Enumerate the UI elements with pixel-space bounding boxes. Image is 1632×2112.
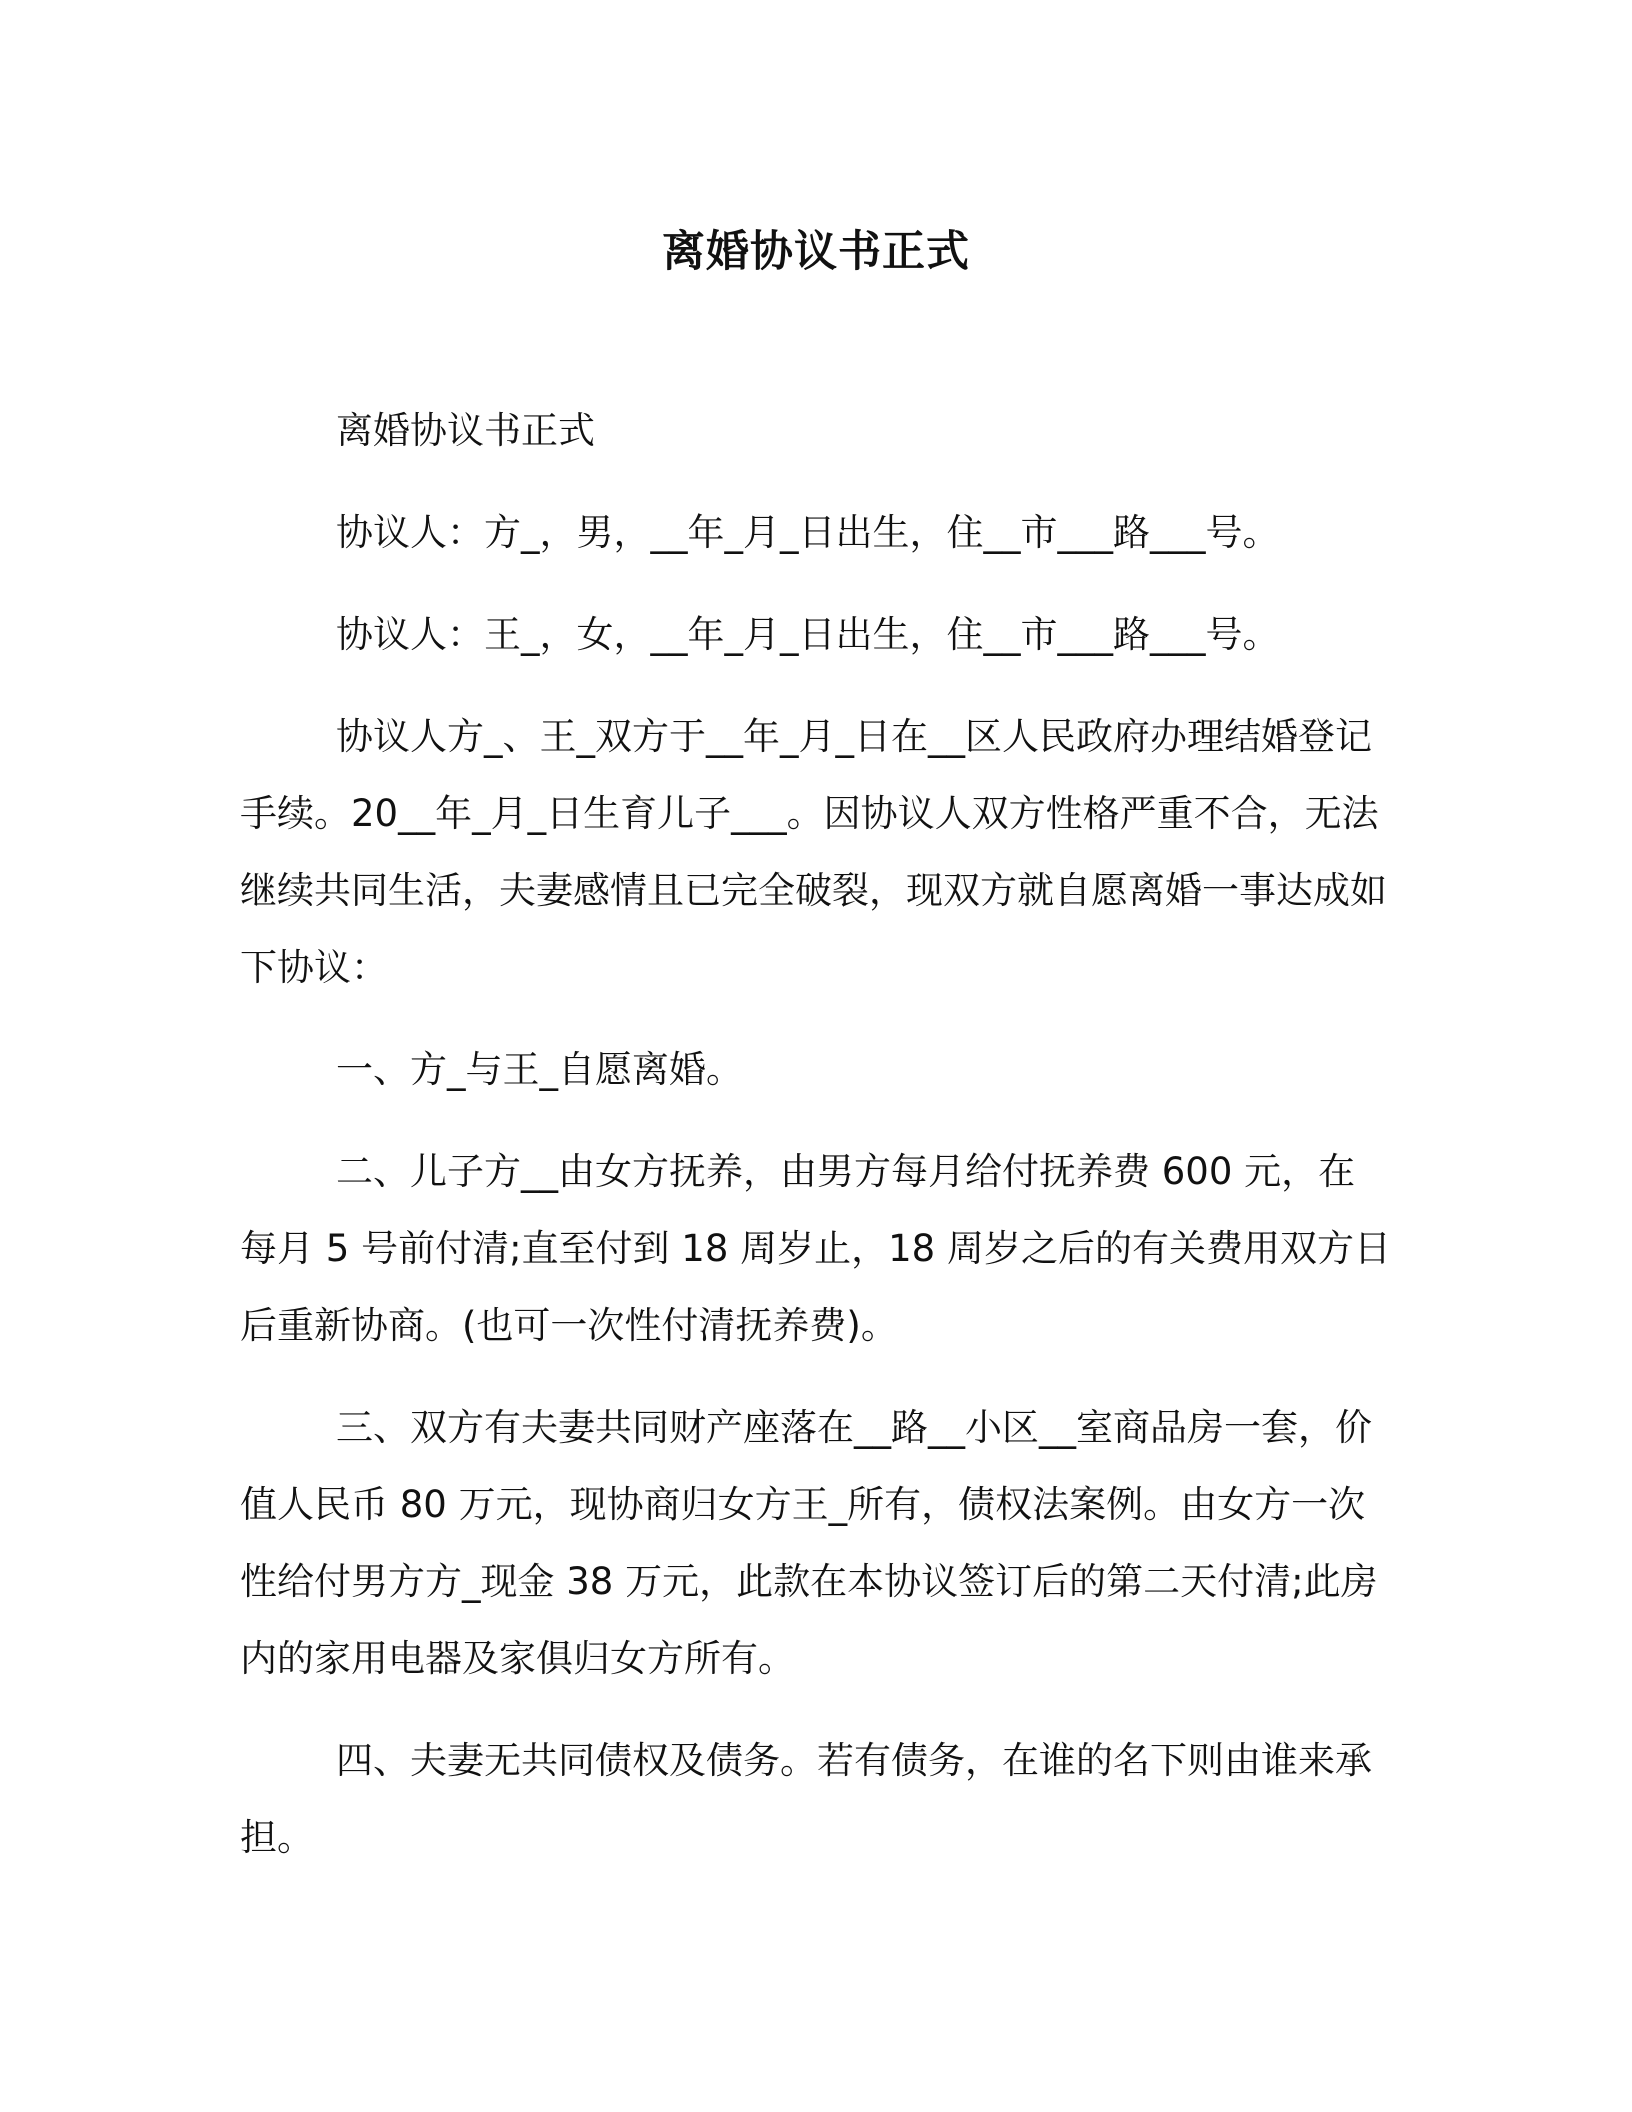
document-title: 离婚协议书正式 (662, 227, 970, 277)
document-body (240, 392, 1392, 1901)
clause-1-paragraph: 一、方_与王_自愿离婚。 (336, 1048, 743, 1091)
clause-4-paragraph: 四、夫妻无共同债权及债务。若有债务，在谁的名下则由谁来承担。 (240, 1739, 1372, 1859)
clause-2-paragraph: 二、儿子方__由女方抚养，由男方每月给付抚养费 600 元，在每月 5 号前付清;直至付到 18 周岁止，18 周岁之后的有关费用双方日后重新协商。(也可一次性付清抚养费)。 (240, 1150, 1391, 1347)
subtitle-paragraph: 离婚协议书正式 (336, 409, 595, 452)
party-b-paragraph: 协议人：王_，女，__年_月_日出生，住__市___路___号。 (336, 613, 1280, 656)
party-a-paragraph: 协议人：方_，男，__年_月_日出生，住__市___路___号。 (336, 511, 1280, 554)
background-paragraph: 协议人方_、王_双方于__年_月_日在__区人民政府办理结婚登记手续。20__年_月_日生育儿子___。因协议人双方性格严重不合，无法继续共同生活，夫妻感情且已完全破裂，现双方就自愿离婚一事达成如下协议： (240, 715, 1387, 989)
clause-3-paragraph: 三、双方有夫妻共同财产座落在__路__小区__室商品房一套，价值人民币 80 万元，现协商归女方王_所有，债权法案例。由女方一次性给付男方方_现金 38 万元，此款在本协议签订后的第二天付清;此房内的家用电器及家俱归女方所有。 (240, 1406, 1378, 1680)
